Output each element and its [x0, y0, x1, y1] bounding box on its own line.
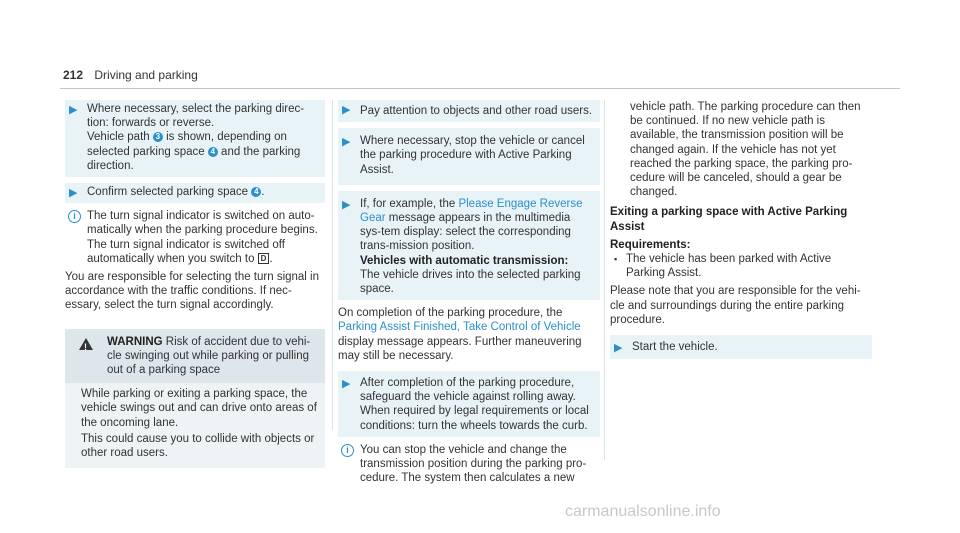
step-arrow-icon: ▶ — [69, 187, 78, 200]
paragraph: vehicle path. The parking procedure can then be continued. If no new vehicle path is available, the transmission position will be changed again. If the vehicle has not yet reached the parking space, the parking pro-cedure will be canceled, should a gear be changed. — [630, 101, 861, 199]
info-icon: i — [68, 210, 81, 223]
requirements-label: Requirements: — [610, 238, 691, 251]
step-arrow-icon: ▶ — [342, 198, 351, 211]
step-text: After completion of the parking procedure, safeguard the vehicle against rolling away. When required by legal requirements or local conditions: turn the wheels towards the curb. — [360, 377, 589, 432]
header-rule — [60, 88, 900, 89]
section-title: Driving and parking — [94, 68, 198, 82]
step-text: Start the vehicle. — [632, 341, 718, 354]
step-item — [338, 100, 600, 122]
callout-3-icon: 3 — [153, 132, 163, 142]
warning-paragraph: While parking or exiting a parking space, the vehicle swings out and can drive onto areas of the oncoming lane. — [81, 388, 317, 429]
info-note — [338, 443, 600, 486]
step-item: ▶ Confirm selected parking space 4 . — [65, 183, 325, 203]
warning-title-text: Risk of accident due to vehi-cle swinging out while parking or pulling out of a parking space — [107, 335, 311, 377]
step-arrow-icon: ▶ — [342, 104, 351, 116]
paragraph — [338, 306, 600, 363]
info-text: The turn signal indicator is switched on auto-matically when the parking procedure begins. The turn signal indicator is switched off automatically when you switch to — [87, 210, 318, 265]
step-item — [338, 191, 600, 300]
paragraph: You are responsible for selecting the turn signal in accordance with the traffic conditions. If nec-essary, select the turn signal accordingly. — [65, 271, 320, 312]
step-text: message appears in the multimedia sys-tem display: select the corresponding trans-mission position. — [360, 212, 571, 253]
column-1 — [65, 100, 325, 468]
page-header — [63, 68, 198, 82]
warning-triangle-icon: ! — [79, 338, 93, 350]
column-3 — [610, 100, 872, 365]
callout-4-icon: 4 — [208, 147, 218, 157]
step-arrow-icon: ▶ — [614, 342, 623, 355]
step-text: If, for example, the — [360, 197, 456, 210]
warning-body — [65, 383, 325, 468]
paragraph-text: On completion of the parking procedure, the — [338, 307, 563, 320]
step-item — [610, 335, 872, 359]
step-arrow-icon: ▶ — [342, 378, 351, 391]
watermark: carmanualsonline.info — [565, 503, 721, 520]
step-item — [65, 100, 325, 177]
step-text: The vehicle drives into the selected parking space. — [360, 268, 581, 296]
step-text: Pay attention to objects and other road users. — [360, 105, 593, 117]
step-text: is shown, depending on selected parking space — [87, 131, 287, 158]
step-arrow-icon: ▶ — [342, 136, 351, 149]
step-item — [338, 371, 600, 437]
paragraph-text: display message appears. Further maneuvering may still be necessary. — [338, 335, 582, 362]
step-arrow-icon: ▶ — [69, 104, 78, 116]
step-text: Confirm selected parking space — [87, 186, 249, 199]
step-text: Where necessary, stop the vehicle or cancel the parking procedure with Active Parking Assist. — [360, 135, 585, 176]
column-2 — [338, 100, 600, 489]
step-item — [338, 128, 600, 185]
display-message: Parking Assist Finished, Take Control of Vehicle — [338, 321, 581, 334]
requirement-item: ▪ The vehicle has been parked with Active Parking Assist. — [610, 252, 872, 280]
warning-box — [65, 329, 325, 469]
callout-4-icon: 4 — [251, 187, 261, 197]
step-text: Where necessary, select the parking direc-tion: forwards or reverse. — [87, 103, 305, 130]
info-icon: i — [341, 444, 354, 457]
drive-key-icon: D — [258, 253, 270, 264]
section-heading: Exiting a parking space with Active Parking Assist — [610, 206, 848, 233]
column-divider — [604, 100, 605, 460]
info-text: You can stop the vehicle and change the transmission position during the parking pro-cedure. The system then calculates a new — [360, 443, 587, 485]
step-subheading: Vehicles with automatic transmission: — [360, 254, 569, 267]
page-number: 212 — [63, 68, 84, 82]
info-note: i The turn signal indicator is switched on auto-matically when the parking procedure begins. The turn signal indicator is switched off automatically when you switch to D . — [65, 209, 325, 266]
paragraph: Please note that you are responsible for the vehi-cle and surroundings during the entire parking procedure. — [610, 285, 861, 326]
warning-title: WARNING — [107, 335, 163, 348]
warning-paragraph: This could cause you to collide with objects or other road users. — [81, 432, 315, 460]
column-divider — [332, 100, 333, 430]
step-text: and the parking direction. — [87, 145, 301, 172]
warning-header — [65, 329, 325, 384]
display-message: Please Engage Reverse Gear — [360, 197, 583, 225]
step-text: Vehicle path — [87, 131, 150, 144]
